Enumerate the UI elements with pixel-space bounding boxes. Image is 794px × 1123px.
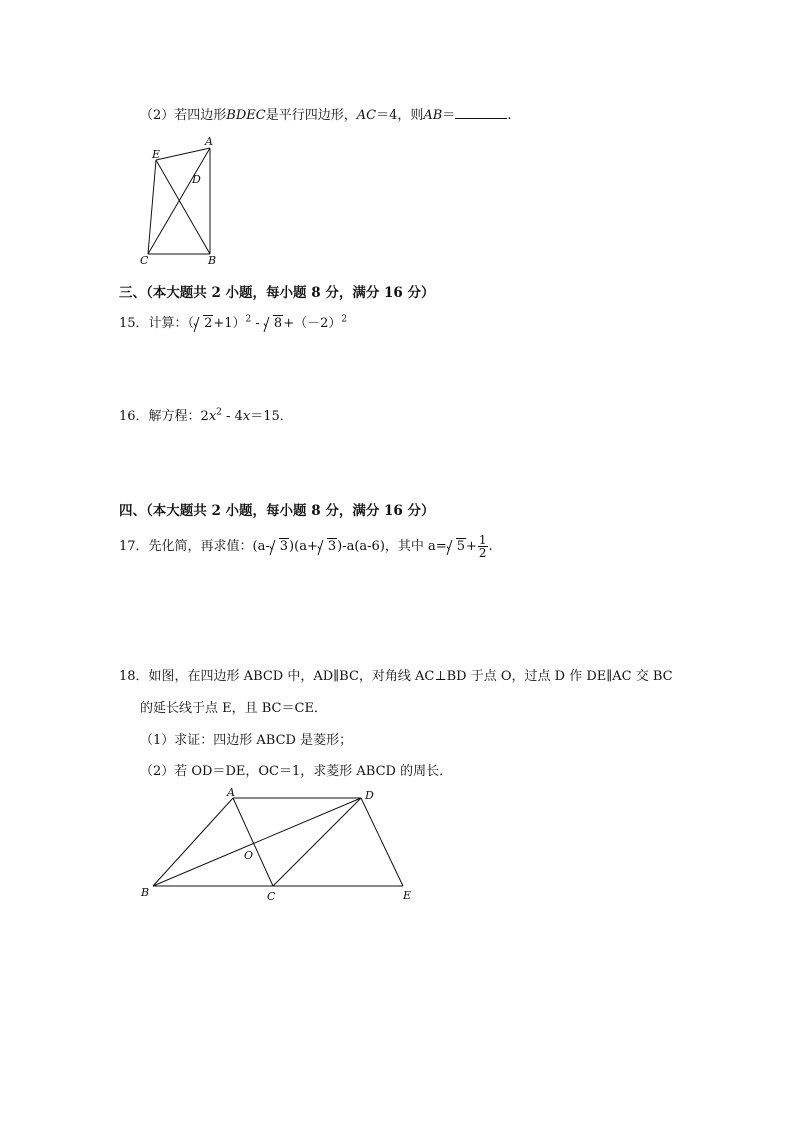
sqrt-3-b: 3 xyxy=(318,539,337,554)
segment-ec xyxy=(148,160,156,254)
label-o: O xyxy=(244,849,254,862)
segment-ea xyxy=(156,148,210,160)
sqrt-5: 5 xyxy=(447,539,466,554)
question-15: 15．计算：（ 2+1）$^2$ - $8+(-2)^2$ xyxy=(119,314,348,331)
question-18-part-2: （2）若 OD＝DE，OC＝1，求菱形 ABCD 的周长． xyxy=(140,764,453,779)
question-16: 16．解方程：$2x^2 - 4x=15$． xyxy=(119,407,293,424)
question-17: 17．先化简，再求值：(a- 3)(a+ 3)-a(a-6)，其中 a= 5+ $\frac{1}{2}$ . xyxy=(119,533,493,560)
segment-ac xyxy=(233,798,273,886)
segment-ab xyxy=(153,798,233,886)
label-b: B xyxy=(141,886,150,899)
label-e: E xyxy=(403,889,412,902)
fraction-one-half: $\frac{1}{2}$ xyxy=(478,533,487,560)
label-d: D xyxy=(365,789,374,802)
figure-bdec xyxy=(134,134,224,266)
question-18-line-1: 18．如图，在四边形 ABCD 中，AD∥BC，对角线 AC⊥BD 于点 O，过点 D 作 DE∥AC 交 BC xyxy=(119,669,673,684)
sqrt-3-a: 3 xyxy=(270,539,289,554)
label-b: B xyxy=(208,254,217,266)
label-c: C xyxy=(267,890,276,903)
segment-eb xyxy=(156,160,210,254)
sqrt-8: 8 xyxy=(264,316,283,331)
question-18-part-1: （1）求证：四边形 ABCD 是菱形； xyxy=(140,733,353,748)
segment-cd xyxy=(273,798,361,886)
label-a: A xyxy=(205,135,213,148)
segment-de xyxy=(361,798,403,886)
sqrt-2: 2 xyxy=(194,316,213,331)
segment-bd xyxy=(153,798,361,886)
question-14-part-2: （2）若四边形BDEC是平行四边形，AC＝4，则AB＝ . xyxy=(140,108,512,123)
label-e: E xyxy=(152,148,161,161)
section-4-title: 四、（本大题共 2 小题，每小题 8 分，满分 16 分） xyxy=(119,503,435,519)
section-3-title: 三、（本大题共 2 小题，每小题 8 分，满分 16 分） xyxy=(119,285,435,301)
label-a: A xyxy=(227,786,235,799)
label-c: C xyxy=(140,254,149,266)
question-18-line-2: 的延长线于点 E，且 BC＝CE． xyxy=(140,701,327,716)
figure-rhombus-abcd xyxy=(136,782,426,906)
answer-blank[interactable] xyxy=(455,107,507,119)
label-d: D xyxy=(192,173,201,186)
